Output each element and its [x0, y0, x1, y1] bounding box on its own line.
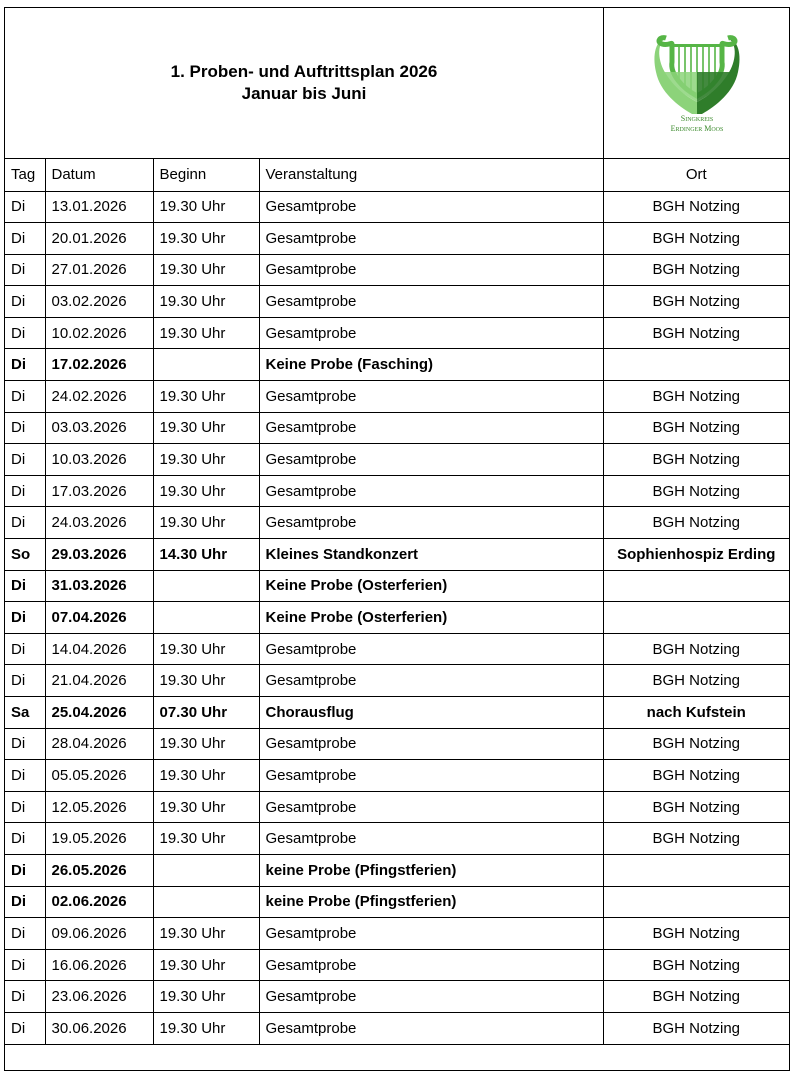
cell-tag: Di	[5, 791, 45, 823]
cell-datum: 20.01.2026	[45, 223, 153, 255]
cell-veranstaltung: Gesamtprobe	[259, 254, 603, 286]
cell-datum: 03.03.2026	[45, 412, 153, 444]
page-title: 1. Proben- und Auftrittsplan 2026	[170, 62, 438, 81]
cell-veranstaltung: Gesamtprobe	[259, 381, 603, 413]
table-row	[5, 539, 789, 571]
cell-datum: 13.01.2026	[45, 191, 153, 223]
cell-ort: Sophienhospiz Erding	[603, 539, 789, 571]
table-row	[5, 918, 789, 950]
cell-ort: BGH Notzing	[603, 949, 789, 981]
header	[5, 8, 789, 159]
cell-veranstaltung: Gesamtprobe	[259, 412, 603, 444]
table-row	[5, 728, 789, 760]
cell-veranstaltung: Keine Probe (Osterferien)	[259, 570, 603, 602]
table-row	[5, 949, 789, 981]
cell-ort: BGH Notzing	[603, 760, 789, 792]
cell-ort	[603, 349, 789, 381]
cell-tag: Sa	[5, 697, 45, 729]
cell-beginn: 19.30 Uhr	[153, 981, 259, 1013]
cell-beginn: 19.30 Uhr	[153, 665, 259, 697]
cell-ort: BGH Notzing	[603, 981, 789, 1013]
cell-tag: Di	[5, 349, 45, 381]
table-row	[5, 191, 789, 223]
cell-datum: 29.03.2026	[45, 539, 153, 571]
cell-datum: 10.03.2026	[45, 444, 153, 476]
cell-tag: Di	[5, 223, 45, 255]
table-row	[5, 602, 789, 634]
cell-ort: BGH Notzing	[603, 918, 789, 950]
cell-beginn: 19.30 Uhr	[153, 286, 259, 318]
cell-datum: 24.03.2026	[45, 507, 153, 539]
cell-veranstaltung: keine Probe (Pfingstferien)	[259, 854, 603, 886]
cell-beginn: 19.30 Uhr	[153, 918, 259, 950]
cell-ort: BGH Notzing	[603, 728, 789, 760]
cell-veranstaltung: Gesamtprobe	[259, 507, 603, 539]
cell-beginn: 19.30 Uhr	[153, 191, 259, 223]
table-row	[5, 507, 789, 539]
cell-beginn: 19.30 Uhr	[153, 444, 259, 476]
cell-beginn	[153, 602, 259, 634]
column-header-ort: Ort	[603, 158, 789, 191]
table-row	[5, 381, 789, 413]
cell-datum: 21.04.2026	[45, 665, 153, 697]
table-row	[5, 854, 789, 886]
table-header-row	[5, 158, 789, 191]
cell-beginn: 19.30 Uhr	[153, 317, 259, 349]
cell-veranstaltung: Keine Probe (Fasching)	[259, 349, 603, 381]
cell-beginn: 19.30 Uhr	[153, 1012, 259, 1044]
cell-tag: Di	[5, 633, 45, 665]
cell-beginn: 19.30 Uhr	[153, 254, 259, 286]
cell-veranstaltung: Gesamtprobe	[259, 475, 603, 507]
cell-beginn: 19.30 Uhr	[153, 949, 259, 981]
cell-tag: Di	[5, 760, 45, 792]
cell-veranstaltung: Gesamtprobe	[259, 791, 603, 823]
cell-beginn: 19.30 Uhr	[153, 760, 259, 792]
cell-datum: 02.06.2026	[45, 886, 153, 918]
table-row	[5, 981, 789, 1013]
cell-ort: BGH Notzing	[603, 381, 789, 413]
cell-veranstaltung: Gesamtprobe	[259, 918, 603, 950]
cell-veranstaltung: keine Probe (Pfingstferien)	[259, 886, 603, 918]
cell-veranstaltung: Gesamtprobe	[259, 444, 603, 476]
cell-veranstaltung: Gesamtprobe	[259, 665, 603, 697]
cell-veranstaltung: Gesamtprobe	[259, 949, 603, 981]
cell-veranstaltung: Gesamtprobe	[259, 981, 603, 1013]
cell-tag: Di	[5, 981, 45, 1013]
cell-veranstaltung: Gesamtprobe	[259, 1012, 603, 1044]
cell-beginn: 19.30 Uhr	[153, 381, 259, 413]
cell-datum: 23.06.2026	[45, 981, 153, 1013]
cell-ort: BGH Notzing	[603, 254, 789, 286]
cell-veranstaltung: Keine Probe (Osterferien)	[259, 602, 603, 634]
cell-tag: Di	[5, 665, 45, 697]
cell-tag: Di	[5, 949, 45, 981]
page-subtitle: Januar bis Juni	[241, 84, 367, 103]
cell-beginn	[153, 886, 259, 918]
column-header-datum: Datum	[45, 158, 153, 191]
cell-ort	[603, 602, 789, 634]
cell-ort: BGH Notzing	[603, 444, 789, 476]
cell-veranstaltung: Kleines Standkonzert	[259, 539, 603, 571]
cell-datum: 30.06.2026	[45, 1012, 153, 1044]
table-row	[5, 633, 789, 665]
cell-datum: 19.05.2026	[45, 823, 153, 855]
cell-datum: 31.03.2026	[45, 570, 153, 602]
cell-ort: BGH Notzing	[603, 1012, 789, 1044]
table-row	[5, 697, 789, 729]
cell-tag: Di	[5, 602, 45, 634]
cell-ort: BGH Notzing	[603, 475, 789, 507]
cell-datum: 16.06.2026	[45, 949, 153, 981]
schedule-table	[5, 158, 789, 1045]
cell-tag: Di	[5, 254, 45, 286]
lyre-icon	[652, 32, 742, 114]
cell-veranstaltung: Gesamtprobe	[259, 223, 603, 255]
cell-ort: BGH Notzing	[603, 633, 789, 665]
table-row	[5, 791, 789, 823]
column-header-beginn: Beginn	[153, 158, 259, 191]
cell-beginn: 19.30 Uhr	[153, 475, 259, 507]
cell-tag: Di	[5, 381, 45, 413]
cell-veranstaltung: Gesamtprobe	[259, 760, 603, 792]
cell-datum: 10.02.2026	[45, 317, 153, 349]
cell-beginn: 07.30 Uhr	[153, 697, 259, 729]
cell-tag: Di	[5, 317, 45, 349]
cell-tag: Di	[5, 728, 45, 760]
cell-tag: Di	[5, 475, 45, 507]
cell-tag: Di	[5, 412, 45, 444]
cell-beginn: 14.30 Uhr	[153, 539, 259, 571]
cell-ort: BGH Notzing	[603, 791, 789, 823]
table-row	[5, 412, 789, 444]
table-row	[5, 665, 789, 697]
cell-tag: Di	[5, 570, 45, 602]
cell-ort: BGH Notzing	[603, 507, 789, 539]
cell-tag: Di	[5, 1012, 45, 1044]
table-row	[5, 317, 789, 349]
table-row	[5, 823, 789, 855]
cell-datum: 25.04.2026	[45, 697, 153, 729]
cell-beginn: 19.30 Uhr	[153, 412, 259, 444]
logo-line-2: Erdinger Moos	[670, 124, 724, 133]
column-header-tag: Tag	[5, 158, 45, 191]
cell-beginn: 19.30 Uhr	[153, 633, 259, 665]
table-row	[5, 254, 789, 286]
cell-ort: BGH Notzing	[603, 286, 789, 318]
cell-ort	[603, 886, 789, 918]
cell-tag: Di	[5, 286, 45, 318]
cell-datum: 07.04.2026	[45, 602, 153, 634]
cell-beginn: 19.30 Uhr	[153, 728, 259, 760]
cell-ort: BGH Notzing	[603, 665, 789, 697]
cell-datum: 24.02.2026	[45, 381, 153, 413]
table-row	[5, 570, 789, 602]
schedule-sheet	[4, 7, 790, 1071]
table-row	[5, 1012, 789, 1044]
cell-datum: 09.06.2026	[45, 918, 153, 950]
cell-ort: BGH Notzing	[603, 412, 789, 444]
cell-beginn: 19.30 Uhr	[153, 791, 259, 823]
cell-datum: 17.03.2026	[45, 475, 153, 507]
cell-tag: Di	[5, 918, 45, 950]
table-row	[5, 286, 789, 318]
cell-ort	[603, 570, 789, 602]
cell-beginn: 19.30 Uhr	[153, 507, 259, 539]
cell-beginn: 19.30 Uhr	[153, 823, 259, 855]
cell-tag: Di	[5, 854, 45, 886]
cell-beginn: 19.30 Uhr	[153, 223, 259, 255]
cell-ort: BGH Notzing	[603, 317, 789, 349]
logo-line-1: Singkreis	[680, 114, 714, 123]
cell-veranstaltung: Chorausflug	[259, 697, 603, 729]
cell-datum: 17.02.2026	[45, 349, 153, 381]
cell-veranstaltung: Gesamtprobe	[259, 191, 603, 223]
table-row	[5, 760, 789, 792]
table-body	[5, 191, 789, 1044]
cell-veranstaltung: Gesamtprobe	[259, 317, 603, 349]
table-row	[5, 223, 789, 255]
cell-datum: 14.04.2026	[45, 633, 153, 665]
cell-ort: BGH Notzing	[603, 823, 789, 855]
cell-veranstaltung: Gesamtprobe	[259, 286, 603, 318]
cell-tag: Di	[5, 886, 45, 918]
cell-veranstaltung: Gesamtprobe	[259, 823, 603, 855]
cell-datum: 27.01.2026	[45, 254, 153, 286]
cell-veranstaltung: Gesamtprobe	[259, 633, 603, 665]
table-row	[5, 886, 789, 918]
cell-beginn	[153, 570, 259, 602]
cell-ort	[603, 854, 789, 886]
logo	[603, 8, 790, 158]
table-row	[5, 444, 789, 476]
title-box	[5, 8, 603, 158]
table-row	[5, 349, 789, 381]
cell-tag: So	[5, 539, 45, 571]
cell-tag: Di	[5, 191, 45, 223]
cell-tag: Di	[5, 823, 45, 855]
table-row	[5, 475, 789, 507]
cell-tag: Di	[5, 444, 45, 476]
cell-datum: 05.05.2026	[45, 760, 153, 792]
cell-tag: Di	[5, 507, 45, 539]
cell-beginn	[153, 349, 259, 381]
cell-datum: 12.05.2026	[45, 791, 153, 823]
cell-datum: 26.05.2026	[45, 854, 153, 886]
column-header-veranstaltung: Veranstaltung	[259, 158, 603, 191]
cell-ort: BGH Notzing	[603, 223, 789, 255]
cell-beginn	[153, 854, 259, 886]
cell-ort: BGH Notzing	[603, 191, 789, 223]
cell-datum: 28.04.2026	[45, 728, 153, 760]
cell-datum: 03.02.2026	[45, 286, 153, 318]
cell-ort: nach Kufstein	[603, 697, 789, 729]
cell-veranstaltung: Gesamtprobe	[259, 728, 603, 760]
